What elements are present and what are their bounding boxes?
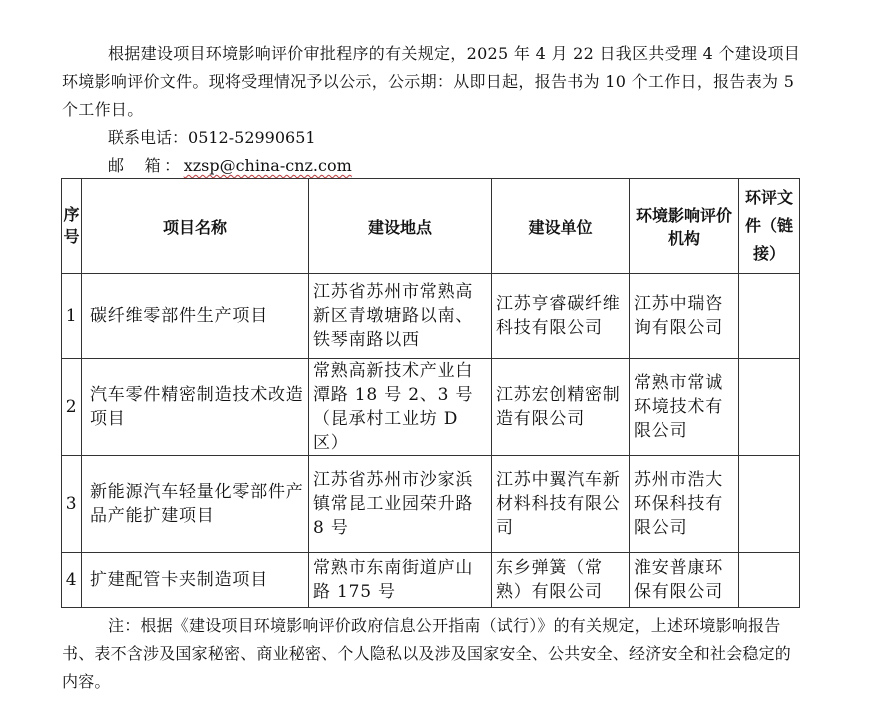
email-label: 邮 箱：: [108, 156, 184, 175]
project-name: 新能源汽车轻量化零部件产品产能扩建项目: [82, 456, 309, 553]
table-row: [62, 274, 800, 359]
header-project-name: 项目名称: [82, 179, 309, 274]
project-location: 江苏省苏州市沙家浜镇常昆工业园荣升路 8 号: [309, 456, 492, 553]
project-name: 扩建配管卡夹制造项目: [82, 553, 309, 608]
table-row: [62, 359, 800, 456]
table-row: [62, 456, 800, 553]
eia-agency: 苏州市浩大环保科技有限公司: [630, 456, 739, 553]
table-row: [62, 553, 800, 608]
project-name: 汽车零件精密制造技术改造项目: [82, 359, 309, 456]
project-name: 碳纤维零部件生产项目: [82, 274, 309, 359]
eia-link-cell[interactable]: [739, 553, 800, 608]
project-location: 常熟市东南街道庐山路 175 号: [309, 553, 492, 608]
contact-email: [62, 152, 810, 180]
eia-link-cell[interactable]: [739, 274, 800, 359]
eia-link-cell[interactable]: [739, 456, 800, 553]
construction-unit: 江苏亨睿碳纤维科技有限公司: [492, 274, 630, 359]
eia-agency: 江苏中瑞咨询有限公司: [630, 274, 739, 359]
announcement-paragraph: 根据建设项目环境影响评价审批程序的有关规定，2025 年 4 月 22 日我区共受理 4 个建设项目环境影响评价文件。现将受理情况予以公示，公示期：从即日起，报告书为 10 个工作日，报告表为 5 个工作日。: [62, 44, 801, 119]
table-header-row: [62, 179, 800, 274]
row-number: 4: [62, 553, 82, 608]
construction-unit: 江苏中翼汽车新材料科技有限公司: [492, 456, 630, 553]
email-address[interactable]: xzsp@china-cnz.com: [183, 156, 352, 175]
announcement-intro: [62, 40, 810, 180]
projects-table: [61, 178, 800, 608]
phone-number: 0512-52990651: [188, 128, 316, 147]
header-eia-link: 环评文件（链接）: [739, 179, 800, 274]
row-number: 2: [62, 359, 82, 456]
project-location: 江苏省苏州市常熟高新区青墩塘路以南、铁琴南路以西: [309, 274, 492, 359]
construction-unit: 东乡弹簧（常熟）有限公司: [492, 553, 630, 608]
eia-agency: 常熟市常诚环境技术有限公司: [630, 359, 739, 456]
header-seq: 序号: [62, 179, 82, 274]
footnote-text: 注：根据《建设项目环境影响评价政府信息公开指南（试行）》的有关规定，上述环境影响报告书、表不含涉及国家秘密、商业秘密、个人隐私以及涉及国家安全、公共安全、经济安全和社会稳定的内容。: [62, 616, 792, 691]
header-agency: 环境影响评价机构: [630, 179, 739, 274]
phone-label: 联系电话：: [108, 128, 189, 147]
footnote: [62, 612, 802, 696]
row-number: 3: [62, 456, 82, 553]
header-unit: 建设单位: [492, 179, 630, 274]
eia-link-cell[interactable]: [739, 359, 800, 456]
header-location: 建设地点: [309, 179, 492, 274]
eia-agency: 淮安普康环保有限公司: [630, 553, 739, 608]
row-number: 1: [62, 274, 82, 359]
construction-unit: 江苏宏创精密制造有限公司: [492, 359, 630, 456]
project-location: 常熟高新技术产业白潭路 18 号 2、3 号（昆承村工业坊 D 区）: [309, 359, 492, 456]
contact-phone: [62, 124, 810, 152]
